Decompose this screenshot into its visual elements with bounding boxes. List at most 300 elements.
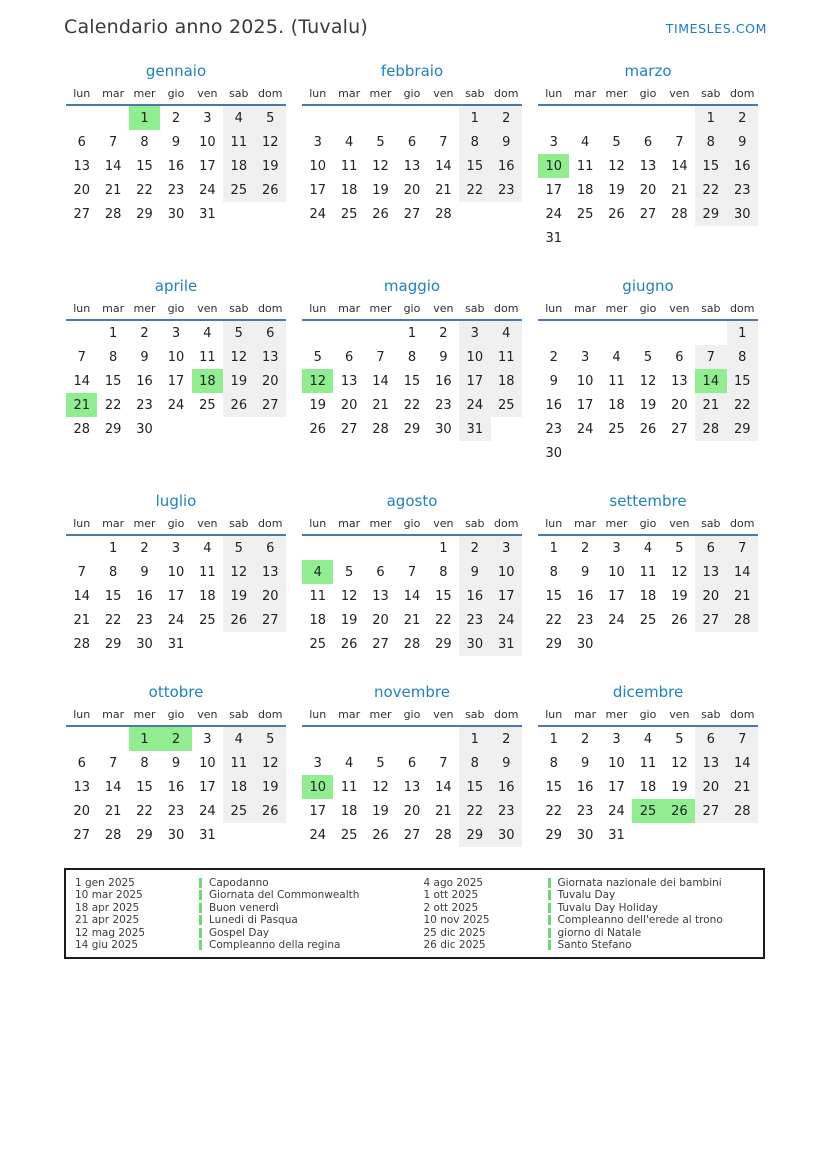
empty-cell [428,105,459,130]
legend-entry [66,927,415,939]
week-row [538,751,758,775]
empty-cell [459,202,490,226]
day-cell: 15 [727,369,758,393]
day-cell: 13 [372,588,389,604]
day-cell: 30 [576,827,594,843]
month-title: febbraio [380,62,444,80]
empty-cell [365,535,396,560]
day-cell: 25 [340,827,358,843]
day-cell: 13 [403,779,421,795]
day-cell: 18 [639,588,657,604]
day-cell: 13 [695,751,726,775]
day-cell: 24 [199,803,216,819]
day-cell: 26 [223,608,254,632]
day-cell: 15 [136,779,153,795]
day-cell: 27 [255,393,286,417]
day-cell: 25 [639,612,657,628]
empty-cell [632,823,663,847]
day-cell: 19 [639,397,657,413]
day-cell: 1 [407,325,417,341]
day-cell: 22 [104,612,122,628]
day-cell: 23 [136,612,153,628]
empty-cell [97,105,128,130]
legend-holiday-name: giorno di Natale [557,926,642,939]
day-cell: 29 [727,417,758,441]
week-row [66,393,286,417]
weekday-header-dom: dom [491,83,522,105]
day-cell: 20 [73,182,90,198]
day-cell: 5 [376,134,385,150]
week-row [302,345,522,369]
weekday-header-mar: mar [333,298,364,320]
week-row [302,608,522,632]
day-cell: 12 [372,158,389,174]
empty-cell [601,441,632,465]
weekday-header-mer: mer [365,83,396,105]
empty-cell [428,726,459,751]
day-cell: 30 [545,445,562,461]
day-cell: 26 [608,206,625,222]
week-row [302,320,522,345]
holiday-marker-icon [548,890,551,900]
month-title: agosto [386,492,438,510]
empty-cell [365,726,396,751]
day-cell: 20 [671,397,688,413]
week-row [302,535,522,560]
weekday-header-sab: sab [223,298,254,320]
empty-cell [727,632,758,656]
day-cell: 7 [727,535,758,560]
empty-cell [333,105,364,130]
weekday-header-lun: lun [538,298,569,320]
weekday-header-sab: sab [695,704,726,726]
week-row [302,726,522,751]
day-cell: 20 [255,584,286,608]
weekday-header-sab: sab [459,83,490,105]
legend-holiday-name: Gospel Day [209,926,270,939]
day-cell: 9 [140,349,149,365]
day-cell: 9 [439,349,448,365]
day-cell: 2 [727,105,758,130]
weekday-header-mer: mer [601,513,632,535]
empty-cell [632,632,663,656]
day-cell: 8 [108,349,118,365]
day-cell: 28 [403,636,421,652]
empty-cell [601,105,632,130]
day-cell: 4 [203,540,212,556]
day-cell: 17 [576,397,594,413]
top-bar [64,16,767,38]
day-cell: 15 [136,158,153,174]
day-cell: 9 [549,373,558,389]
day-cell: 28 [727,608,758,632]
day-cell: 14 [403,588,421,604]
day-cell: 19 [608,182,625,198]
day-cell: 15 [435,588,452,604]
empty-cell [66,105,97,130]
day-cell: 6 [675,349,684,365]
week-row [302,178,522,202]
holiday-marker-icon [548,928,551,938]
week-row [538,535,758,560]
week-row [538,226,758,250]
weekday-header-gio: gio [632,513,663,535]
week-row [66,751,286,775]
week-row [302,584,522,608]
day-cell: 1 [549,731,558,747]
day-cell: 19 [255,775,286,799]
weekday-header-sab: sab [223,513,254,535]
empty-cell [601,226,632,250]
day-cell: 22 [727,393,758,417]
day-cell: 25 [309,636,326,652]
day-cell: 10 [608,564,625,580]
month-maggio [302,277,522,465]
week-row [302,560,522,584]
day-cell: 5 [376,755,385,771]
day-cell: 16 [459,584,490,608]
empty-cell [491,417,522,441]
day-cell: 7 [108,755,118,771]
day-cell: 16 [167,158,185,174]
day-cell: 12 [608,158,625,174]
holiday-marker-icon [199,878,202,888]
day-cell: 25 [576,206,594,222]
day-cell: 26 [340,636,358,652]
holiday-marker-icon [199,940,202,950]
day-cell: 16 [136,588,153,604]
legend-date: 4 ago 2025 [423,877,484,889]
day-cell: 7 [439,134,448,150]
week-row [538,178,758,202]
week-row [66,632,286,656]
day-cell: 6 [77,134,86,150]
day-cell: 4 [580,134,590,150]
day-cell: 18 [608,397,625,413]
empty-cell [302,535,333,560]
day-cell: 22 [545,803,562,819]
day-cell: 20 [403,182,421,198]
weekday-header-ven: ven [664,83,695,105]
day-cell: 16 [136,373,153,389]
weekday-header-gio: gio [396,83,427,105]
day-cell: 14 [73,588,90,604]
day-cell: 7 [407,564,417,580]
day-cell: 14 [372,373,389,389]
legend-date: 21 apr 2025 [75,914,140,927]
weekday-header-gio: gio [160,513,191,535]
day-cell: 13 [255,345,286,369]
empty-cell [664,632,695,656]
month-marzo [538,62,758,250]
weekday-header-mar: mar [97,83,128,105]
day-cell: 24 [167,397,185,413]
day-cell: 5 [223,535,254,560]
day-cell: 25 [199,397,216,413]
day-cell: 8 [459,130,490,154]
weekday-header-mer: mer [365,298,396,320]
legend-date: 12 mag 2025 [75,926,146,939]
day-cell: 24 [167,612,185,628]
holiday-marker-icon [199,915,202,925]
day-cell: 2 [439,325,448,341]
day-cell: 18 [192,369,223,393]
day-cell: 2 [491,726,522,751]
weekday-header-lun: lun [538,704,569,726]
weekday-header-mer: mer [365,704,396,726]
day-cell: 12 [223,560,254,584]
day-cell: 22 [695,178,726,202]
empty-cell [223,823,254,847]
holiday-marker-icon [548,878,551,888]
day-cell: 31 [491,632,522,656]
day-cell: 31 [199,827,216,843]
empty-cell [664,105,695,130]
day-cell: 22 [403,397,421,413]
weekday-header-dom: dom [727,298,758,320]
day-cell: 8 [549,755,558,771]
week-row [302,105,522,130]
day-cell: 11 [309,588,326,604]
legend-date: 10 mar 2025 [75,889,143,902]
weekday-header-mer: mer [365,513,396,535]
day-cell: 17 [309,803,326,819]
day-cell: 15 [545,779,562,795]
day-cell: 15 [545,588,562,604]
day-cell: 18 [340,803,358,819]
day-cell: 29 [545,827,562,843]
day-cell: 3 [313,134,322,150]
day-cell: 10 [167,349,185,365]
empty-cell [192,417,223,441]
month-title: luglio [155,492,197,510]
weekday-header-gio: gio [632,704,663,726]
day-cell: 17 [309,182,326,198]
month-ottobre [66,683,286,847]
day-cell: 7 [376,349,385,365]
holiday-marker-icon [199,903,202,913]
day-cell: 25 [340,206,358,222]
day-cell: 1 [108,540,118,556]
day-cell: 11 [576,158,594,174]
weekday-header-mer: mer [601,704,632,726]
day-cell: 7 [439,755,448,771]
day-cell: 12 [372,779,389,795]
day-cell: 9 [140,564,149,580]
weekday-header-dom: dom [491,513,522,535]
day-cell: 11 [608,373,625,389]
day-cell: 24 [576,421,594,437]
day-cell: 16 [435,373,452,389]
day-cell: 4 [344,755,354,771]
week-row [66,726,286,751]
day-cell: 13 [73,779,90,795]
day-cell: 8 [695,130,726,154]
day-cell: 19 [671,779,688,795]
day-cell: 10 [459,345,490,369]
month-title: aprile [154,277,198,295]
day-cell: 14 [73,373,90,389]
legend-entry [66,889,415,901]
empty-cell [491,202,522,226]
legend-holiday-name: Giornata del Commonwealth [209,889,360,902]
legend-holiday-name: Tuvalu Day [557,889,616,902]
empty-cell [333,320,364,345]
day-cell: 29 [136,827,153,843]
day-cell: 8 [407,349,417,365]
month-title: marzo [624,62,672,80]
week-row [538,202,758,226]
weekday-header-lun: lun [302,83,333,105]
day-cell: 13 [403,158,421,174]
empty-cell [255,417,286,441]
weekday-header-dom: dom [727,83,758,105]
week-row [302,369,522,393]
day-cell: 7 [695,345,726,369]
holiday-legend [64,868,765,959]
day-cell: 22 [435,612,452,628]
day-cell: 29 [459,823,490,847]
legend-holiday-name: Buon venerdì [209,901,279,914]
day-cell: 17 [608,588,625,604]
empty-cell [365,105,396,130]
empty-cell [396,535,427,560]
empty-cell [632,105,663,130]
weekday-header-lun: lun [538,83,569,105]
empty-cell [333,535,364,560]
day-cell: 20 [340,397,358,413]
day-cell: 17 [167,588,185,604]
week-row [66,560,286,584]
day-cell: 10 [608,755,625,771]
day-cell: 22 [459,178,490,202]
day-cell: 21 [435,803,452,819]
weekday-header-mar: mar [97,513,128,535]
day-cell: 28 [727,799,758,823]
weekday-header-mer: mer [129,704,160,726]
day-cell: 17 [491,584,522,608]
day-cell: 10 [576,373,594,389]
day-cell: 27 [403,206,421,222]
weekday-header-dom: dom [491,298,522,320]
site-link[interactable]: TIMESLES.COM [665,21,767,36]
day-cell: 11 [639,564,657,580]
day-cell: 26 [671,612,688,628]
day-cell: 12 [671,755,688,771]
day-cell: 28 [104,206,122,222]
month-luglio [66,492,286,656]
month-title: dicembre [612,683,684,701]
day-cell: 31 [545,230,562,246]
day-cell: 3 [612,731,621,747]
day-cell: 13 [255,560,286,584]
day-cell: 4 [302,560,333,584]
day-cell: 16 [576,588,594,604]
day-cell: 10 [199,134,216,150]
day-cell: 19 [223,584,254,608]
day-cell: 9 [459,560,490,584]
day-cell: 28 [372,421,389,437]
day-cell: 31 [199,206,216,222]
day-cell: 15 [104,588,122,604]
week-row [538,441,758,465]
day-cell: 21 [671,182,688,198]
day-cell: 10 [302,775,333,799]
day-cell: 24 [459,393,490,417]
day-cell: 5 [675,731,684,747]
day-cell: 11 [639,755,657,771]
empty-cell [192,632,223,656]
day-cell: 25 [491,393,522,417]
day-cell: 21 [727,584,758,608]
day-cell: 3 [313,755,322,771]
empty-cell [223,632,254,656]
month-title: maggio [383,277,441,295]
week-row [538,799,758,823]
day-cell: 11 [223,130,254,154]
weekday-header-lun: lun [66,513,97,535]
day-cell: 8 [439,564,448,580]
legend-date: 1 gen 2025 [75,877,135,889]
day-cell: 10 [199,755,216,771]
day-cell: 14 [727,751,758,775]
weekday-header-ven: ven [428,83,459,105]
day-cell: 5 [643,349,653,365]
day-cell: 11 [223,751,254,775]
day-cell: 16 [545,397,562,413]
empty-cell [695,823,726,847]
week-row [302,632,522,656]
day-cell: 5 [344,564,354,580]
day-cell: 14 [671,158,688,174]
day-cell: 3 [171,540,181,556]
week-row [66,105,286,130]
weekday-header-lun: lun [538,513,569,535]
month-aprile [66,277,286,465]
day-cell: 13 [639,158,657,174]
day-cell: 24 [491,608,522,632]
month-febbraio [302,62,522,250]
day-cell: 2 [491,105,522,130]
day-cell: 19 [671,588,688,604]
day-cell: 3 [580,349,590,365]
day-cell: 27 [639,206,657,222]
empty-cell [569,226,600,250]
day-cell: 12 [340,588,358,604]
weekday-header-mer: mer [601,298,632,320]
day-cell: 23 [576,612,594,628]
day-cell: 21 [372,397,389,413]
month-title: novembre [374,683,450,701]
day-cell: 18 [223,154,254,178]
week-row [538,345,758,369]
empty-cell [255,823,286,847]
empty-cell [255,632,286,656]
weekday-header-mer: mer [601,83,632,105]
day-cell: 2 [549,349,558,365]
day-cell: 25 [199,612,216,628]
weekday-header-gio: gio [160,83,191,105]
week-row [538,775,758,799]
day-cell: 6 [407,755,417,771]
weekday-header-lun: lun [66,83,97,105]
day-cell: 27 [73,206,90,222]
day-cell: 23 [167,803,185,819]
weekday-header-gio: gio [160,298,191,320]
day-cell: 13 [695,560,726,584]
weekday-header-ven: ven [664,298,695,320]
weekday-header-dom: dom [255,513,286,535]
